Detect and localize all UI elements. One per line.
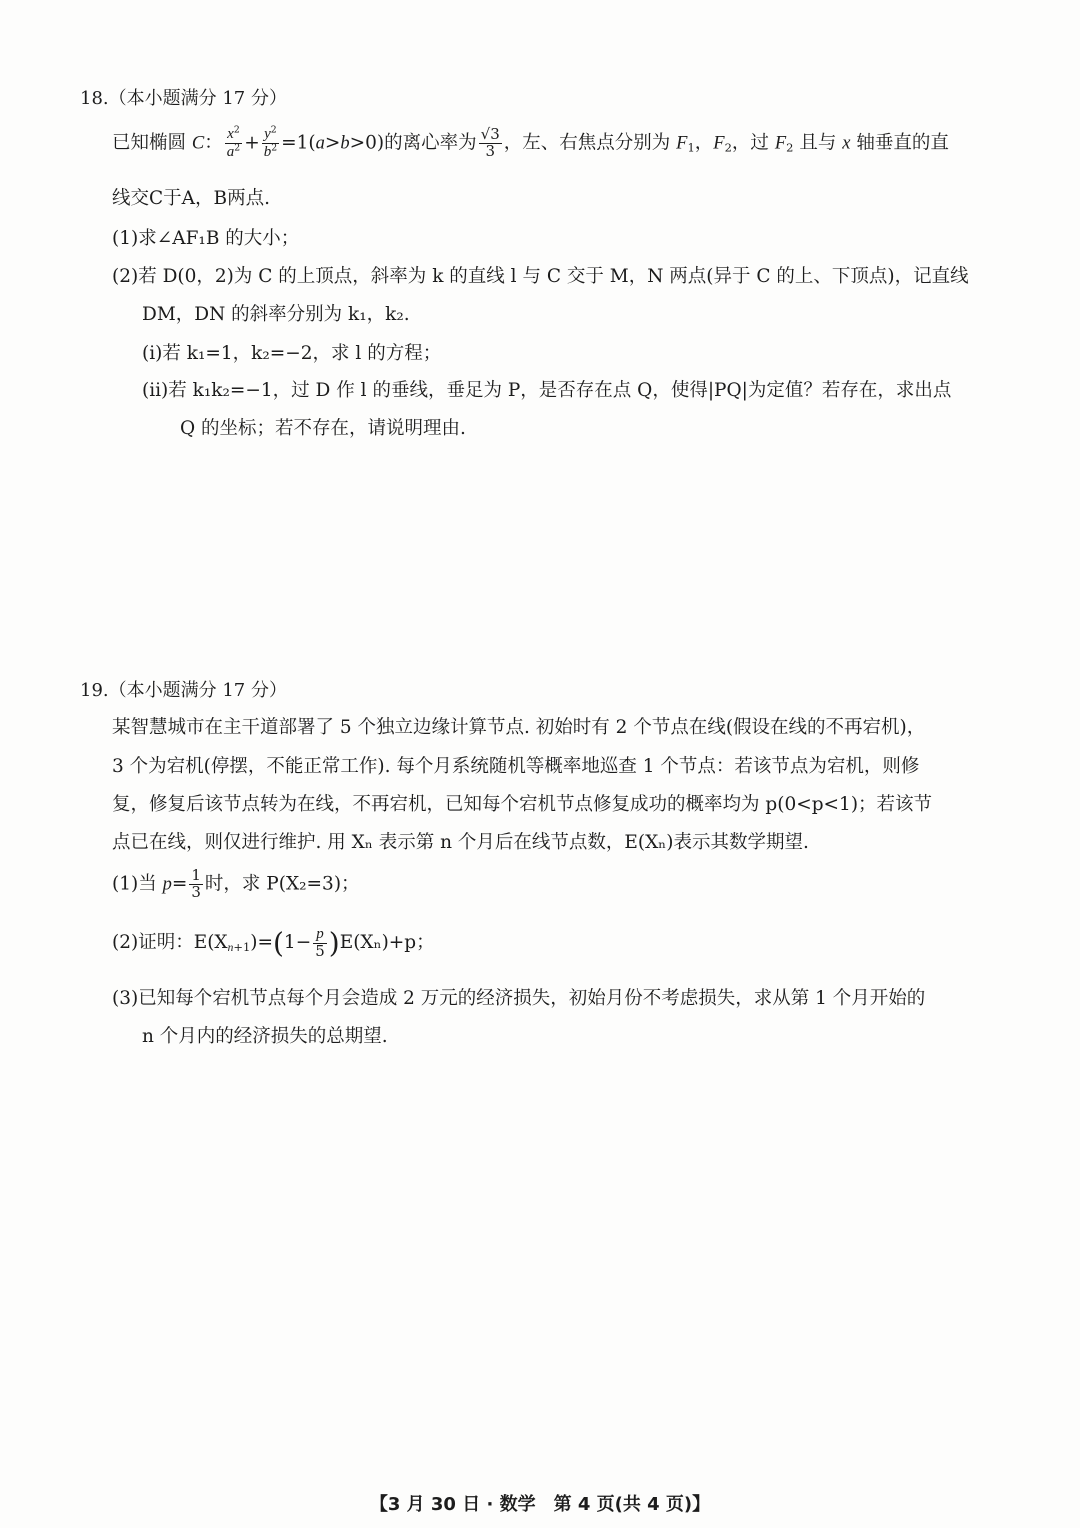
stem-text: ，过	[731, 132, 769, 154]
question-18-stem-line1: 已知椭圆 C： $\frac{x^2}{a^2}$ + $\frac{y^2}{b^2}$ =1(a>b>0)的离心率为 $\frac{√3}{3}$ ，左、右焦点分别为 $F_1$，$F_2$，过 $F_2$ 且与 x 轴垂直的直	[112, 124, 949, 160]
question-19-header: 19.（本小题满分 17 分）	[80, 680, 287, 701]
question-18-part2-line1: (2)若 D(0，2)为 C 的上顶点，斜率为 k 的直线 l 与 C 交于 M，N 两点(异于 C 的上、下顶点)，记直线	[112, 266, 969, 287]
page-footer: 【3 月 30 日 · 数学 第 4 页(共 4 页)】	[369, 1494, 711, 1515]
fraction-x2-a2: $\frac{x^2}{a^2}$	[226, 124, 241, 160]
question-19-part3-line2: n 个月内的经济损失的总期望.	[142, 1026, 388, 1047]
fraction-y2-b2: $\frac{y^2}{b^2}$	[263, 124, 278, 160]
question-18-header: 18.（本小题满分 17 分）	[80, 88, 287, 109]
question-19-stem-line4: 点已在线，则仅进行维护. 用 Xₙ 表示第 n 个月后在线节点数，E(Xₙ)表示其数学期望.	[112, 832, 809, 853]
fraction-sqrt3-3: $\frac{√3}{3}$	[480, 125, 500, 160]
stem-text: 已知椭圆	[112, 132, 187, 154]
question-18-part1: (1)求∠AF₁B 的大小；	[112, 228, 300, 249]
stem-text: 的离心率为	[384, 132, 477, 154]
stem-text: ，左、右焦点分别为	[503, 132, 671, 154]
question-19-part2: (2)证明：$E(X_{n+1})=(1-$ $\frac{p}{5}$ )E(Xₙ)+p；	[112, 926, 435, 960]
question-18-part2-line2: DM，DN 的斜率分别为 k₁，k₂.	[142, 304, 410, 325]
stem-text: 轴垂直的直	[856, 132, 949, 154]
question-19-stem-line2: 3 个为宕机(停摆，不能正常工作). 每个月系统随机等概率地巡查 1 个节点：若该节点为宕机，则修	[112, 756, 920, 777]
question-18-part2-ii-line2: Q 的坐标；若不存在，请说明理由.	[180, 418, 466, 439]
question-18-part2-ii-line1: (ⅱ)若 k₁k₂=−1，过 D 作 l 的垂线，垂足为 P，是否存在点 Q，使得|PQ|为定值？若存在，求出点	[142, 380, 952, 401]
part2-suffix: E(Xₙ)+p；	[339, 931, 435, 953]
fraction-p-5: $\frac{p}{5}$	[315, 926, 325, 960]
question-19-stem-line1: 某智慧城市在主干道部署了 5 个独立边缘计算节点. 初始时有 2 个节点在线(假设在线的不再宕机)，	[112, 717, 926, 738]
question-18-part2-i: (ⅰ)若 k₁=1，k₂=−2，求 l 的方程；	[142, 343, 442, 364]
stem-text: 且与	[799, 132, 837, 154]
part1-prefix: (1)当	[112, 873, 157, 895]
part2-prefix: (2)证明：E(X	[112, 931, 228, 953]
question-19-part3-line1: (3)已知每个宕机节点每个月会造成 2 万元的经济损失，初始月份不考虑损失，求从第 1 个月开始的	[112, 988, 926, 1009]
question-18-stem-line2: 线交C于A，B两点.	[112, 188, 270, 209]
fraction-1-3: $\frac{1}{3}$	[191, 866, 201, 901]
part1-suffix: 时，求 P(X₂=3)；	[204, 873, 360, 895]
part2-equals: )=	[250, 931, 273, 953]
question-19-part1: (1)当 p= $\frac{1}{3}$ 时，求 P(X₂=3)；	[112, 866, 360, 901]
question-19-stem-line3: 复，修复后该节点转为在线，不再宕机，已知每个宕机节点修复成功的概率均为 p(0<p<1)；若该节	[112, 794, 933, 815]
